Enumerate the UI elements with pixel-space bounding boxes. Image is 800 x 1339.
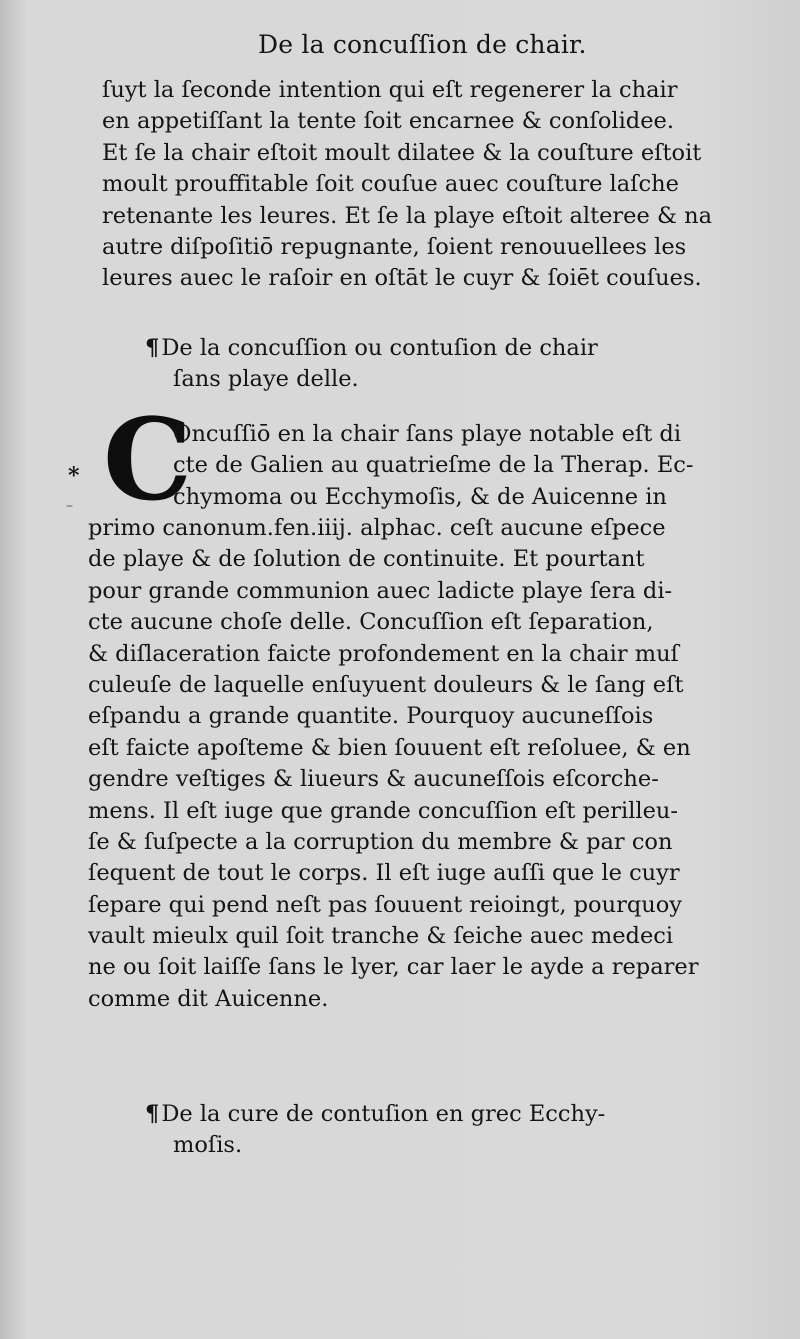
text-line: ſuyt la ſeconde intention qui eſt regenerer la chair bbox=[102, 77, 678, 103]
text-line: pour grande communion auec ladicte playe ſera di- bbox=[88, 577, 673, 604]
heading-line: moſis. bbox=[173, 1132, 243, 1158]
text-line: cte aucune choſe delle. Concuſſion eſt ſeparation, bbox=[88, 609, 654, 636]
text-line: ſe & ſuſpecte a la corruption du membre & par con bbox=[88, 828, 673, 855]
text-line: culeuſe de laquelle enſuyuent douleurs & le ſang eſt bbox=[88, 671, 684, 698]
text-line: comme dit Auicenne. bbox=[88, 985, 329, 1012]
text-line: retenante les leures. Et ſe la playe eſtoit alteree & na bbox=[102, 202, 713, 229]
heading-text: De la concuſſion ou contuſion de chair bbox=[161, 335, 598, 361]
text-line: leures auec le raſoir en oſtāt le cuyr & ſoiēt couſues. bbox=[102, 265, 702, 292]
running-head: De la concuſſion de chair. bbox=[258, 30, 587, 59]
text-line: ſepare qui pend neſt pas ſouuent reioingt, pourquoy bbox=[88, 891, 682, 918]
text-line: gendre veſtiges & liueurs & aucuneſſois eſcorche- bbox=[88, 766, 659, 793]
text-line: moult prouffitable ſoit couſue auec couſture laſche bbox=[102, 171, 679, 198]
margin-asterisk-icon: * bbox=[68, 463, 80, 489]
text-line: eſt faicte apoſteme & bien ſouuent eſt reſoluee, & en bbox=[88, 734, 691, 761]
text-line: ne ou ſoit laiſſe ſans le lyer, car laer le ayde a reparer bbox=[88, 954, 699, 981]
margin-dash-mark: – bbox=[66, 498, 73, 514]
text-line: de playe & de ſolution de continuite. Et pourtant bbox=[88, 546, 645, 573]
text-line: primo canonum.fen.iiij. alphac. ceſt aucune eſpece bbox=[88, 515, 666, 541]
text-line: chymoma ou Ecchymoſis, & de Auicenne in bbox=[173, 483, 667, 510]
heading-line bbox=[145, 333, 598, 364]
text-line: vault mieulx quil ſoit tranche & ſeiche auec medeci bbox=[88, 923, 674, 950]
text-line: mens. Il eſt iuge que grande concuſſion eſt perilleu- bbox=[88, 797, 678, 824]
intro-paragraph bbox=[102, 75, 792, 295]
text-line: Et ſe la chair eſtoit moult dilatee & la couſture eſtoit bbox=[102, 139, 702, 166]
text-line: ſequent de tout le corps. Il eſt iuge auſſi que le cuyr bbox=[88, 860, 680, 887]
heading-line bbox=[145, 1099, 605, 1130]
pilcrow-icon: ¶ bbox=[145, 335, 160, 361]
main-paragraph-lead bbox=[173, 419, 693, 513]
text-line: en appetiſſant la tente ſoit encarnee & conſolidee. bbox=[102, 108, 674, 135]
text-line: autre diſpoſitiō repugnante, ſoient renouuellees les bbox=[102, 233, 687, 260]
section-heading-cure bbox=[145, 1099, 605, 1161]
pilcrow-icon: ¶ bbox=[145, 1101, 160, 1127]
section-heading-contusion bbox=[145, 333, 598, 395]
text-line: Oncuſſiō en la chair ſans playe notable eſt di bbox=[173, 421, 682, 447]
text-line: & diſlaceration faicte profondement en la chair muſ bbox=[88, 640, 679, 667]
heading-line: ſans playe delle. bbox=[173, 366, 359, 392]
main-paragraph bbox=[88, 513, 778, 1015]
text-line: cte de Galien au quatrieſme de la Therap. Ec- bbox=[173, 452, 694, 479]
text-line: eſpandu a grande quantite. Pourquoy aucuneſſois bbox=[88, 703, 654, 730]
heading-text: De la cure de contuſion en grec Ecchy- bbox=[161, 1101, 606, 1127]
drop-cap-initial: C bbox=[103, 395, 193, 526]
